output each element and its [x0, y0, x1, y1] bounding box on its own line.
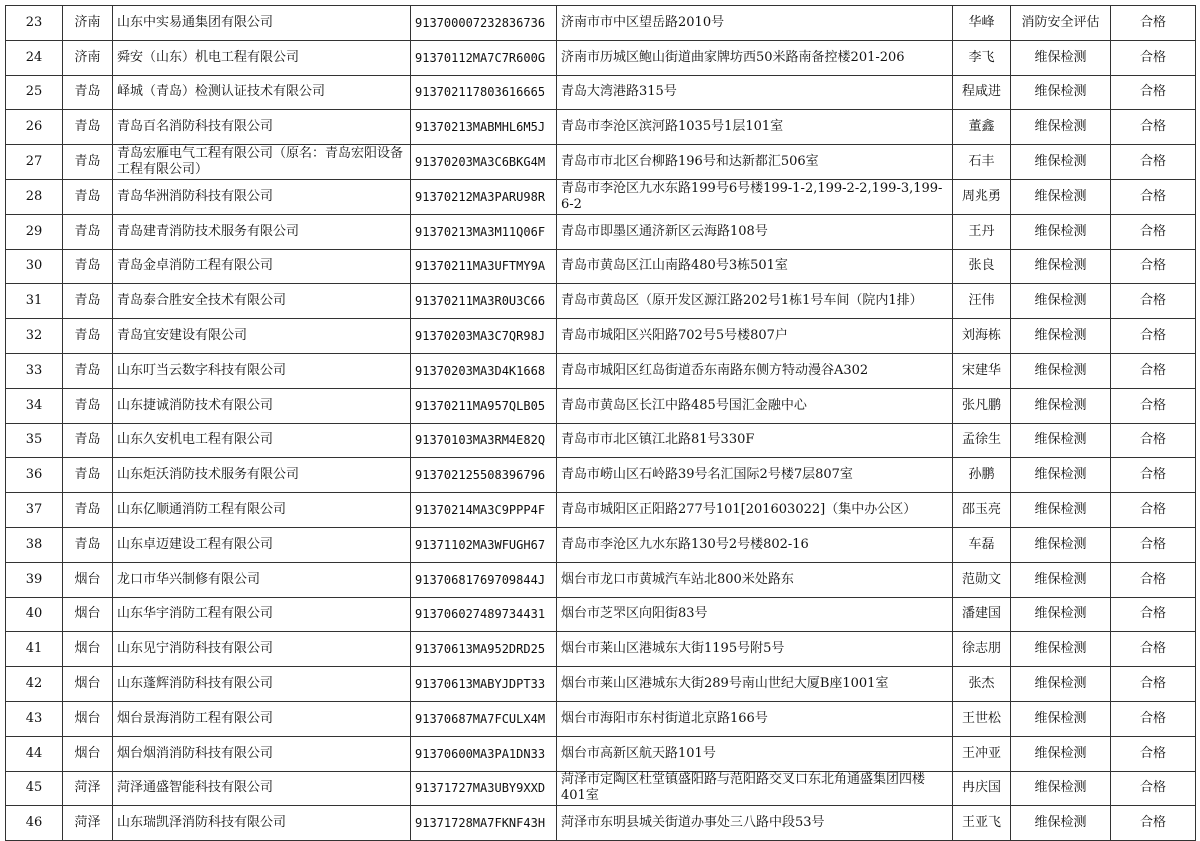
cell-company: 山东卓迈建设工程有限公司 — [113, 527, 411, 562]
cell-person: 刘海栋 — [953, 319, 1011, 354]
cell-result: 合格 — [1111, 179, 1196, 214]
cell-address: 青岛市李沧区滨河路1035号1层101室 — [557, 110, 953, 145]
cell-person: 王亚飞 — [953, 806, 1011, 841]
cell-address: 青岛市崂山区石岭路39号名汇国际2号楼7层807室 — [557, 458, 953, 493]
cell-result: 合格 — [1111, 214, 1196, 249]
cell-number: 28 — [6, 179, 63, 214]
cell-address: 烟台市莱山区港城东大街289号南山世纪大厦B座1001室 — [557, 667, 953, 702]
cell-number: 26 — [6, 110, 63, 145]
cell-service-type: 维保检测 — [1011, 145, 1111, 180]
cell-credit-code: 91370112MA7C7R600G — [411, 40, 557, 75]
cell-result: 合格 — [1111, 771, 1196, 806]
cell-result: 合格 — [1111, 493, 1196, 528]
cell-company: 山东中实易通集团有限公司 — [113, 6, 411, 41]
cell-credit-code: 91370203MA3C6BKG4M — [411, 145, 557, 180]
cell-company: 烟台烟消消防科技有限公司 — [113, 736, 411, 771]
cell-address: 济南市历城区鲍山街道曲家牌坊西50米路南备控楼201-206 — [557, 40, 953, 75]
cell-person: 徐志朋 — [953, 632, 1011, 667]
table-row — [6, 632, 1196, 667]
table-row — [6, 458, 1196, 493]
table-row — [6, 179, 1196, 214]
cell-service-type: 维保检测 — [1011, 806, 1111, 841]
table-row — [6, 667, 1196, 702]
cell-number: 43 — [6, 701, 63, 736]
cell-person: 宋建华 — [953, 353, 1011, 388]
cell-city: 青岛 — [63, 284, 113, 319]
cell-company: 山东见宁消防科技有限公司 — [113, 632, 411, 667]
cell-service-type: 维保检测 — [1011, 75, 1111, 110]
table-row — [6, 40, 1196, 75]
cell-person: 张凡鹏 — [953, 388, 1011, 423]
cell-credit-code: 91370203MA3C7QR98J — [411, 319, 557, 354]
cell-address: 青岛市即墨区通济新区云海路108号 — [557, 214, 953, 249]
cell-number: 24 — [6, 40, 63, 75]
cell-address: 烟台市莱山区港城东大街1195号附5号 — [557, 632, 953, 667]
cell-person: 董鑫 — [953, 110, 1011, 145]
cell-result: 合格 — [1111, 806, 1196, 841]
table-row — [6, 110, 1196, 145]
cell-city: 青岛 — [63, 493, 113, 528]
cell-person: 车磊 — [953, 527, 1011, 562]
cell-service-type: 维保检测 — [1011, 388, 1111, 423]
cell-city: 烟台 — [63, 667, 113, 702]
table-row — [6, 423, 1196, 458]
cell-address: 青岛市城阳区正阳路277号101[201603022]（集中办公区） — [557, 493, 953, 528]
cell-person: 石丰 — [953, 145, 1011, 180]
cell-company: 山东瑞凯泽消防科技有限公司 — [113, 806, 411, 841]
cell-address: 青岛市市北区镇江北路81号330F — [557, 423, 953, 458]
cell-result: 合格 — [1111, 75, 1196, 110]
cell-service-type: 维保检测 — [1011, 493, 1111, 528]
cell-service-type: 维保检测 — [1011, 179, 1111, 214]
cell-person: 孙鹏 — [953, 458, 1011, 493]
cell-credit-code: 913702117803616665 — [411, 75, 557, 110]
cell-address: 济南市市中区望岳路2010号 — [557, 6, 953, 41]
cell-city: 烟台 — [63, 562, 113, 597]
cell-credit-code: 91370213MA3M11Q06F — [411, 214, 557, 249]
cell-number: 42 — [6, 667, 63, 702]
cell-company: 青岛建青消防技术服务有限公司 — [113, 214, 411, 249]
cell-city: 菏泽 — [63, 771, 113, 806]
cell-address: 烟台市高新区航天路101号 — [557, 736, 953, 771]
cell-person: 程咸进 — [953, 75, 1011, 110]
table-row — [6, 6, 1196, 41]
cell-service-type: 维保检测 — [1011, 110, 1111, 145]
cell-number: 36 — [6, 458, 63, 493]
cell-number: 41 — [6, 632, 63, 667]
cell-person: 王丹 — [953, 214, 1011, 249]
table-body — [6, 6, 1196, 841]
table-row — [6, 562, 1196, 597]
cell-company: 山东蓬辉消防科技有限公司 — [113, 667, 411, 702]
cell-result: 合格 — [1111, 40, 1196, 75]
table-row — [6, 736, 1196, 771]
cell-service-type: 维保检测 — [1011, 527, 1111, 562]
cell-result: 合格 — [1111, 736, 1196, 771]
cell-address: 青岛大湾港路315号 — [557, 75, 953, 110]
cell-credit-code: 91370613MABYJDPT33 — [411, 667, 557, 702]
table-row — [6, 319, 1196, 354]
cell-credit-code: 91370214MA3C9PPP4F — [411, 493, 557, 528]
cell-person: 王冲亚 — [953, 736, 1011, 771]
table-row — [6, 527, 1196, 562]
cell-city: 烟台 — [63, 701, 113, 736]
cell-result: 合格 — [1111, 284, 1196, 319]
cell-number: 29 — [6, 214, 63, 249]
cell-city: 青岛 — [63, 388, 113, 423]
cell-company: 峄城（青岛）检测认证技术有限公司 — [113, 75, 411, 110]
cell-address: 青岛市李沧区九水东路199号6号楼199-1-2,199-2-2,199-3,199-6-2 — [557, 179, 953, 214]
cell-credit-code: 91371728MA7FKNF43H — [411, 806, 557, 841]
cell-result: 合格 — [1111, 701, 1196, 736]
cell-city: 烟台 — [63, 736, 113, 771]
cell-company: 青岛宜安建设有限公司 — [113, 319, 411, 354]
cell-person: 潘建国 — [953, 597, 1011, 632]
cell-city: 青岛 — [63, 423, 113, 458]
cell-credit-code: 91371727MA3UBY9XXD — [411, 771, 557, 806]
cell-credit-code: 91370600MA3PA1DN33 — [411, 736, 557, 771]
cell-city: 青岛 — [63, 527, 113, 562]
cell-credit-code: 913706027489734431 — [411, 597, 557, 632]
cell-city: 青岛 — [63, 145, 113, 180]
cell-number: 31 — [6, 284, 63, 319]
cell-credit-code: 91370213MABMHL6M5J — [411, 110, 557, 145]
cell-company: 烟台景海消防工程有限公司 — [113, 701, 411, 736]
cell-result: 合格 — [1111, 319, 1196, 354]
cell-result: 合格 — [1111, 145, 1196, 180]
table-row — [6, 284, 1196, 319]
cell-person: 孟徐生 — [953, 423, 1011, 458]
cell-city: 青岛 — [63, 214, 113, 249]
table-row — [6, 353, 1196, 388]
cell-service-type: 维保检测 — [1011, 40, 1111, 75]
cell-credit-code: 91371102MA3WFUGH67 — [411, 527, 557, 562]
cell-city: 济南 — [63, 40, 113, 75]
cell-credit-code: 913702125508396796 — [411, 458, 557, 493]
cell-address: 青岛市黄岛区江山南路480号3栋501室 — [557, 249, 953, 284]
table-row — [6, 701, 1196, 736]
cell-service-type: 维保检测 — [1011, 214, 1111, 249]
cell-number: 46 — [6, 806, 63, 841]
table-row — [6, 388, 1196, 423]
cell-service-type: 维保检测 — [1011, 632, 1111, 667]
cell-address: 菏泽市定陶区杜堂镇盛阳路与范阳路交叉口东北角通盛集团四楼401室 — [557, 771, 953, 806]
cell-address: 菏泽市东明县城关街道办事处三八路中段53号 — [557, 806, 953, 841]
cell-number: 40 — [6, 597, 63, 632]
cell-address: 青岛市城阳区红岛街道岙东南路东侧方特动漫谷A302 — [557, 353, 953, 388]
cell-number: 45 — [6, 771, 63, 806]
cell-number: 38 — [6, 527, 63, 562]
cell-city: 青岛 — [63, 353, 113, 388]
cell-credit-code: 913700007232836736 — [411, 6, 557, 41]
cell-person: 王世松 — [953, 701, 1011, 736]
cell-company: 山东亿顺通消防工程有限公司 — [113, 493, 411, 528]
cell-address: 青岛市李沧区九水东路130号2号楼802-16 — [557, 527, 953, 562]
table-row — [6, 806, 1196, 841]
cell-city: 青岛 — [63, 75, 113, 110]
cell-number: 27 — [6, 145, 63, 180]
cell-address: 烟台市芝罘区向阳街83号 — [557, 597, 953, 632]
cell-service-type: 维保检测 — [1011, 771, 1111, 806]
cell-company: 山东叮当云数字科技有限公司 — [113, 353, 411, 388]
cell-result: 合格 — [1111, 527, 1196, 562]
cell-city: 烟台 — [63, 632, 113, 667]
cell-credit-code: 91370103MA3RM4E82Q — [411, 423, 557, 458]
cell-number: 39 — [6, 562, 63, 597]
cell-service-type: 维保检测 — [1011, 667, 1111, 702]
cell-result: 合格 — [1111, 388, 1196, 423]
cell-result: 合格 — [1111, 249, 1196, 284]
cell-service-type: 维保检测 — [1011, 458, 1111, 493]
cell-company: 青岛宏雁电气工程有限公司（原名：青岛宏阳设备工程有限公司） — [113, 145, 411, 180]
cell-result: 合格 — [1111, 667, 1196, 702]
table-row — [6, 771, 1196, 806]
cell-result: 合格 — [1111, 6, 1196, 41]
cell-company: 青岛金卓消防工程有限公司 — [113, 249, 411, 284]
cell-person: 张杰 — [953, 667, 1011, 702]
cell-company: 山东华宇消防工程有限公司 — [113, 597, 411, 632]
cell-service-type: 维保检测 — [1011, 423, 1111, 458]
cell-number: 33 — [6, 353, 63, 388]
cell-number: 30 — [6, 249, 63, 284]
cell-number: 44 — [6, 736, 63, 771]
cell-number: 35 — [6, 423, 63, 458]
cell-result: 合格 — [1111, 597, 1196, 632]
cell-service-type: 消防安全评估 — [1011, 6, 1111, 41]
cell-number: 37 — [6, 493, 63, 528]
qualification-table — [5, 5, 1196, 841]
cell-person: 张良 — [953, 249, 1011, 284]
cell-credit-code: 91370211MA3UFTMY9A — [411, 249, 557, 284]
cell-number: 34 — [6, 388, 63, 423]
cell-city: 济南 — [63, 6, 113, 41]
cell-person: 冉庆国 — [953, 771, 1011, 806]
cell-address: 烟台市海阳市东村街道北京路166号 — [557, 701, 953, 736]
table-row — [6, 75, 1196, 110]
cell-person: 华峰 — [953, 6, 1011, 41]
cell-address: 烟台市龙口市黄城汽车站北800米处路东 — [557, 562, 953, 597]
cell-company: 山东久安机电工程有限公司 — [113, 423, 411, 458]
table-row — [6, 249, 1196, 284]
cell-service-type: 维保检测 — [1011, 249, 1111, 284]
cell-company: 青岛百名消防科技有限公司 — [113, 110, 411, 145]
cell-person: 周兆勇 — [953, 179, 1011, 214]
cell-number: 32 — [6, 319, 63, 354]
cell-company: 青岛泰合胜安全技术有限公司 — [113, 284, 411, 319]
cell-credit-code: 91370681769709844J — [411, 562, 557, 597]
cell-service-type: 维保检测 — [1011, 701, 1111, 736]
cell-person: 邵玉亮 — [953, 493, 1011, 528]
cell-address: 青岛市市北区台柳路196号和达新都汇506室 — [557, 145, 953, 180]
cell-credit-code: 91370203MA3D4K1668 — [411, 353, 557, 388]
cell-service-type: 维保检测 — [1011, 319, 1111, 354]
cell-result: 合格 — [1111, 423, 1196, 458]
cell-company: 菏泽通盛智能科技有限公司 — [113, 771, 411, 806]
cell-credit-code: 91370211MA957QLB05 — [411, 388, 557, 423]
table-row — [6, 145, 1196, 180]
table-row — [6, 214, 1196, 249]
table-row — [6, 597, 1196, 632]
cell-result: 合格 — [1111, 562, 1196, 597]
cell-service-type: 维保检测 — [1011, 597, 1111, 632]
cell-result: 合格 — [1111, 110, 1196, 145]
cell-company: 龙口市华兴制修有限公司 — [113, 562, 411, 597]
cell-credit-code: 91370687MA7FCULX4M — [411, 701, 557, 736]
cell-credit-code: 91370613MA952DRD25 — [411, 632, 557, 667]
cell-number: 25 — [6, 75, 63, 110]
cell-city: 青岛 — [63, 179, 113, 214]
cell-service-type: 维保检测 — [1011, 736, 1111, 771]
cell-service-type: 维保检测 — [1011, 562, 1111, 597]
cell-company: 山东捷诚消防技术有限公司 — [113, 388, 411, 423]
cell-company: 舜安（山东）机电工程有限公司 — [113, 40, 411, 75]
cell-address: 青岛市黄岛区（原开发区源江路202号1栋1号车间（院内1排） — [557, 284, 953, 319]
table-row — [6, 493, 1196, 528]
cell-credit-code: 91370212MA3PARU98R — [411, 179, 557, 214]
cell-city: 青岛 — [63, 319, 113, 354]
cell-credit-code: 91370211MA3R0U3C66 — [411, 284, 557, 319]
cell-address: 青岛市城阳区兴阳路702号5号楼807户 — [557, 319, 953, 354]
cell-city: 青岛 — [63, 110, 113, 145]
cell-person: 汪伟 — [953, 284, 1011, 319]
cell-city: 青岛 — [63, 458, 113, 493]
cell-city: 菏泽 — [63, 806, 113, 841]
cell-company: 山东炬沃消防技术服务有限公司 — [113, 458, 411, 493]
cell-address: 青岛市黄岛区长江中路485号国汇金融中心 — [557, 388, 953, 423]
cell-city: 青岛 — [63, 249, 113, 284]
cell-company: 青岛华洲消防科技有限公司 — [113, 179, 411, 214]
cell-service-type: 维保检测 — [1011, 353, 1111, 388]
cell-result: 合格 — [1111, 632, 1196, 667]
cell-person: 范勋文 — [953, 562, 1011, 597]
cell-number: 23 — [6, 6, 63, 41]
cell-result: 合格 — [1111, 353, 1196, 388]
cell-person: 李飞 — [953, 40, 1011, 75]
cell-service-type: 维保检测 — [1011, 284, 1111, 319]
cell-result: 合格 — [1111, 458, 1196, 493]
cell-city: 烟台 — [63, 597, 113, 632]
